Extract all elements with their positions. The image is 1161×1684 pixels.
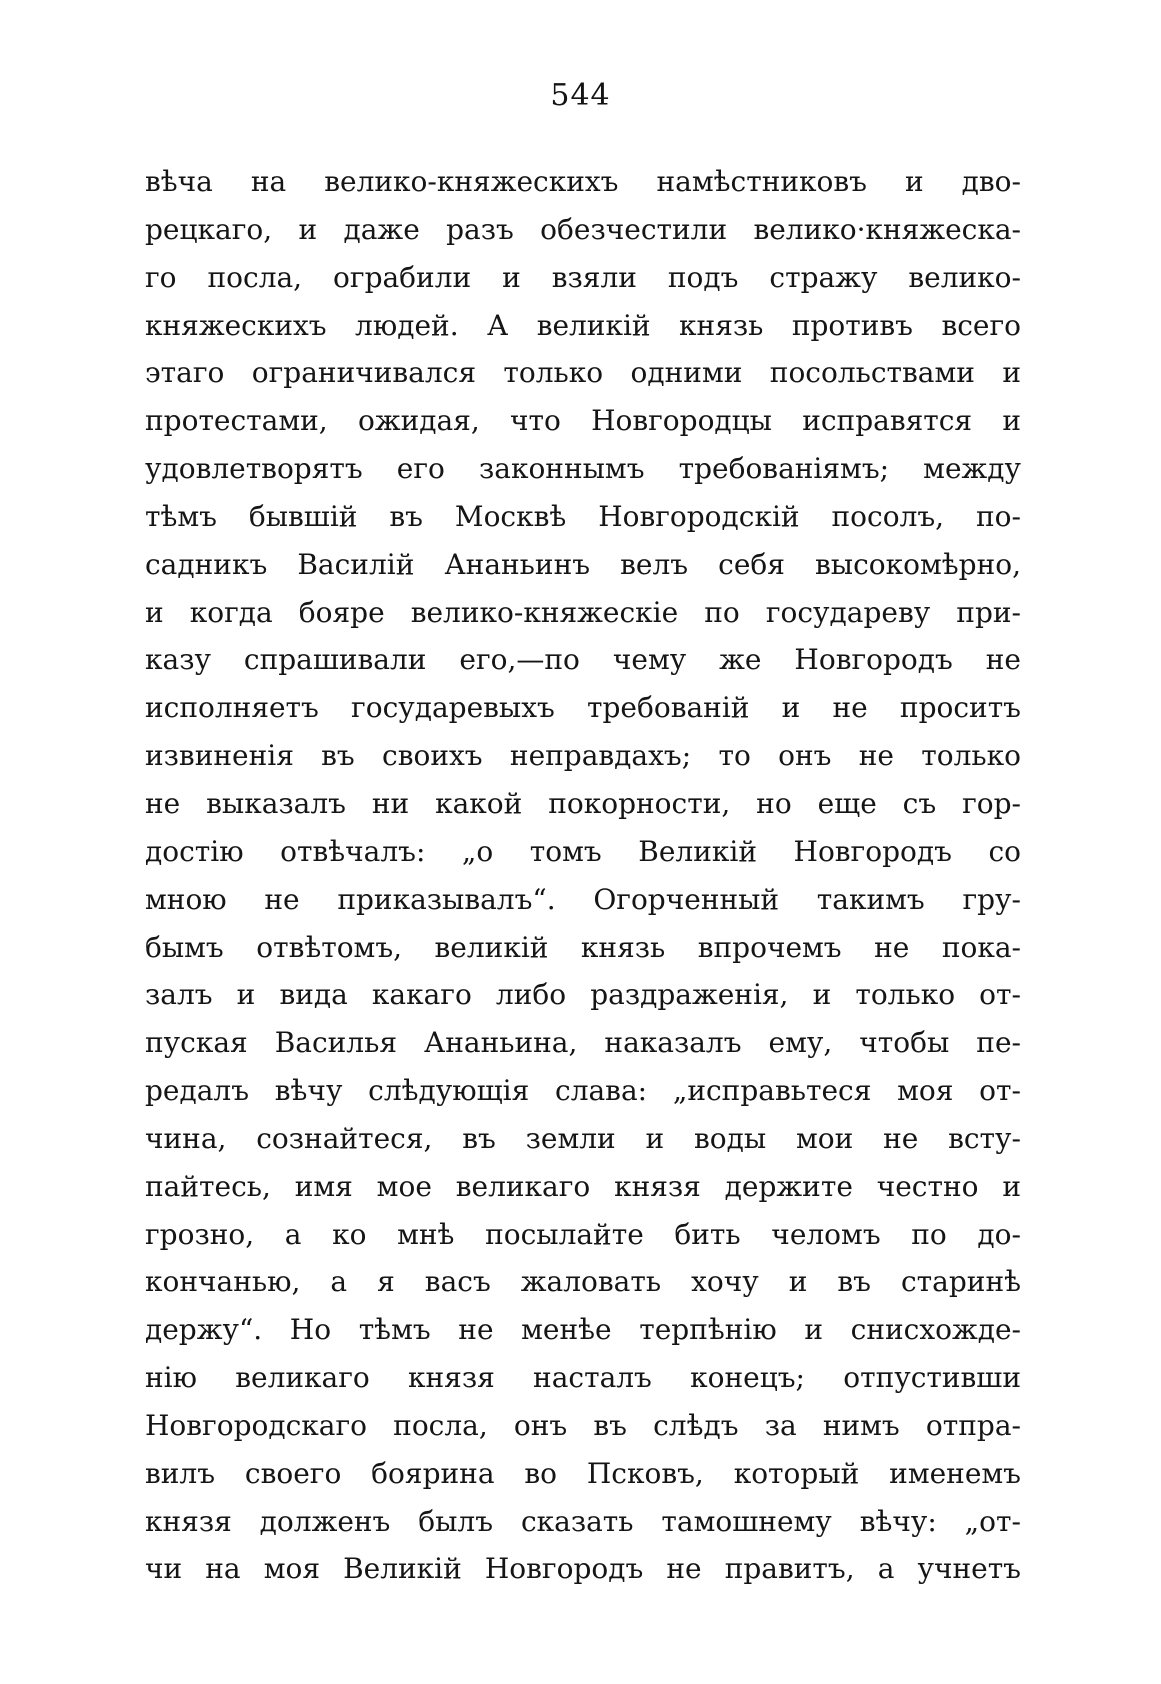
text-line: го посла, ограбили и взяли подъ стражу велико- — [145, 260, 1021, 294]
text-line: казу спрашивали его,—по чему же Новгородъ не — [145, 643, 1021, 677]
text-line: вилъ своего боярина во Псковъ, который именемъ — [145, 1456, 1021, 1490]
text-line: Новгородскаго посла, онъ въ слѣдъ за нимъ отпра- — [145, 1408, 1021, 1442]
text-line: рецкаго, и даже разъ обезчестили велико·княжеска- — [145, 212, 1021, 246]
text-line: не выказалъ ни какой покорности, но еще съ гор- — [145, 786, 1021, 820]
text-line: чина, сознайтеся, въ земли и воды мои не всту- — [145, 1121, 1021, 1155]
text-line: княжескихъ людей. А великій князь противъ всего — [145, 308, 1021, 342]
text-line: садникъ Василій Ананьинъ велъ себя высокомѣрно, — [145, 547, 1021, 581]
text-line: нію великаго князя насталъ конецъ; отпустивши — [145, 1361, 1021, 1395]
text-line: этаго ограничивался только одними посольствами и — [145, 356, 1021, 390]
text-line: князя долженъ былъ сказать тамошнему вѣчу: „от- — [145, 1504, 1021, 1538]
text-line: извиненія въ своихъ неправдахъ; то онъ не только — [145, 739, 1021, 773]
body-text — [145, 158, 1021, 1593]
text-line: пайтесь, имя мое великаго князя держите честно и — [145, 1169, 1021, 1203]
text-line: бымъ отвѣтомъ, великій князь впрочемъ не пока- — [145, 930, 1021, 964]
text-line: удовлетворятъ его законнымъ требованіямъ; между — [145, 452, 1021, 486]
text-line: чи на моя Великій Новгородъ не правитъ, а учнетъ — [145, 1552, 1021, 1586]
text-line: достію отвѣчалъ: „о томъ Великій Новгородъ со — [145, 834, 1021, 868]
text-line: протестами, ожидая, что Новгородцы исправятся и — [145, 404, 1021, 438]
text-line: вѣча на велико-княжескихъ намѣстниковъ и дво- — [145, 165, 1021, 198]
text-line: исполняетъ государевыхъ требованій и не проситъ — [145, 691, 1021, 725]
text-line: кончанью, а я васъ жаловать хочу и въ старинѣ — [145, 1265, 1021, 1299]
text-line: грозно, а ко мнѣ посылайте бить челомъ по до- — [145, 1217, 1021, 1251]
text-line: и когда бояре велико-княжескіе по государеву при- — [145, 595, 1021, 629]
text-line: держу“. Но тѣмъ не менѣе терпѣнію и снисхожде- — [145, 1313, 1021, 1347]
text-line: залъ и вида какаго либо раздраженія, и только от- — [145, 978, 1021, 1012]
text-line: редалъ вѣчу слѣдующія слава: „исправьтеся моя от- — [145, 1074, 1021, 1108]
page-number: 544 — [550, 78, 611, 113]
text-line: пуская Василья Ананьина, наказалъ ему, чтобы пе- — [145, 1026, 1021, 1060]
text-line: мною не приказывалъ“. Огорченный такимъ гру- — [145, 882, 1021, 916]
text-line: тѣмъ бывшій въ Москвѣ Новгородскій посолъ, по- — [145, 499, 1021, 533]
